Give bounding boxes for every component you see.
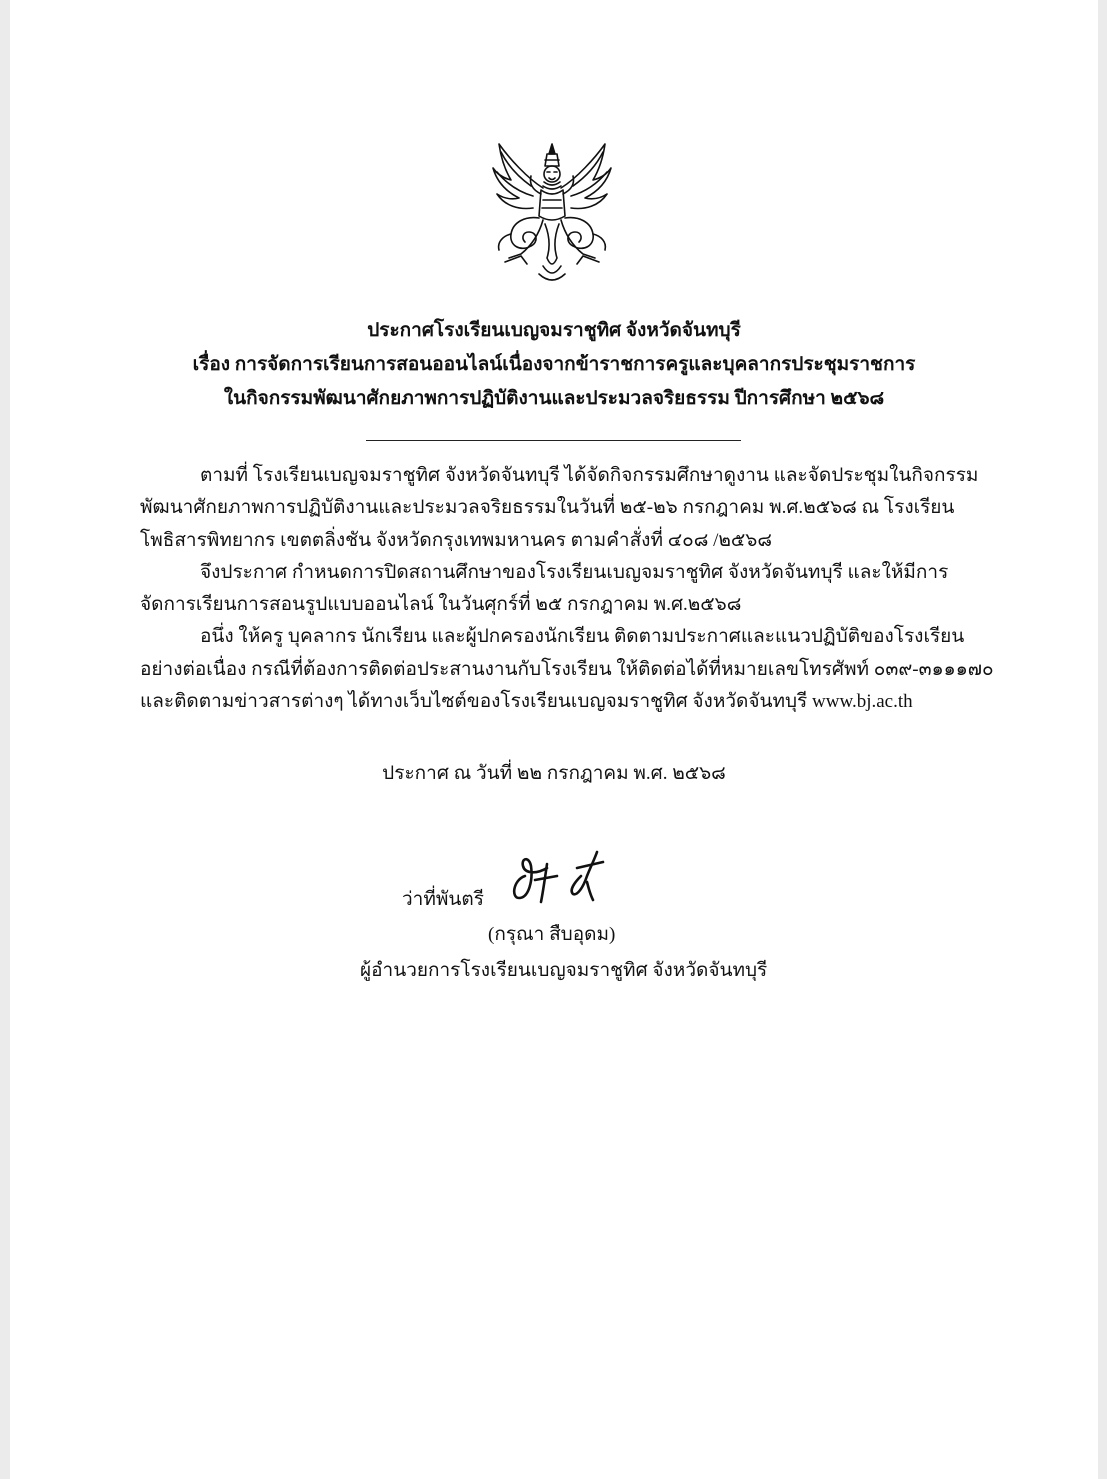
signer-rank: ว่าที่พันตรี xyxy=(402,889,484,910)
paragraph-2-line-2: จัดการเรียนการสอนรูปแบบออนไลน์ ในวันศุกร์ที่ ๒๕ กรกฎาคม พ.ศ.๒๕๖๘ xyxy=(140,594,742,616)
paragraph-2-line-1: จึงประกาศ กำหนดการปิดสถานศึกษาของโรงเรียนเบญจมราชูทิศ จังหวัดจันทบุรี และให้มีการ xyxy=(200,561,949,583)
title-line-1: ประกาศโรงเรียนเบญจมราชูทิศ จังหวัดจันทบุรี xyxy=(367,320,741,341)
garuda-emblem-icon xyxy=(487,138,617,286)
document-title xyxy=(10,314,1098,416)
title-line-3: ในกิจกรรมพัฒนาศักยภาพการปฏิบัติงานและประมวลจริยธรรม ปีการศึกษา ๒๕๖๘ xyxy=(223,388,885,409)
paragraph-1-line-2: พัฒนาศักยภาพการปฏิบัติงานและประมวลจริยธรรมในวันที่ ๒๕-๒๖ กรกฎาคม พ.ศ.๒๕๖๘ ณ โรงเรียน xyxy=(140,497,955,519)
document-page xyxy=(10,0,1098,1479)
signer-position: ผู้อำนวยการโรงเรียนเบญจมราชูทิศ จังหวัดจันทบุรี xyxy=(360,960,768,981)
title-line-2: เรื่อง การจัดการเรียนการสอนออนไลน์เนื่องจากข้าราชการครูและบุคลากรประชุมราชการ xyxy=(192,354,916,375)
paragraph-3-line-3: และติดตามข่าวสารต่างๆ ได้ทางเว็บไซต์ของโรงเรียนเบญจมราชูทิศ จังหวัดจันทบุรี www.bj.ac.th xyxy=(140,691,913,713)
paragraph-3-line-1: อนึ่ง ให้ครู บุคลากร นักเรียน และผู้ปกครองนักเรียน ติดตามประกาศและแนวปฏิบัติของโรงเรียน xyxy=(200,626,965,648)
signer-name: (กรุณา สืบอุดม) xyxy=(488,924,616,945)
paragraph-1-line-3: โพธิสารพิทยากร เขตตลิ่งชัน จังหวัดกรุงเทพมหานคร ตามคำสั่งที่ ๔๐๘ /๒๕๖๘ xyxy=(140,529,773,551)
announcement-date: ประกาศ ณ วันที่ ๒๒ กรกฎาคม พ.ศ. ๒๕๖๘ xyxy=(382,763,726,784)
paragraph-3-line-2: อย่างต่อเนื่อง กรณีที่ต้องการติดต่อประสานงานกับโรงเรียน ให้ติดต่อได้ที่หมายเลขโทรศัพท์ ๐๓๙-๓๑๑๑๗๐ xyxy=(140,658,994,680)
handwritten-signature xyxy=(507,846,611,906)
document-body xyxy=(140,460,994,718)
paragraph-1-line-1: ตามที่ โรงเรียนเบญจมราชูทิศ จังหวัดจันทบุรี ได้จัดกิจกรรมศึกษาดูงาน และจัดประชุมในกิจกรรม xyxy=(200,465,979,486)
title-divider xyxy=(366,440,741,441)
